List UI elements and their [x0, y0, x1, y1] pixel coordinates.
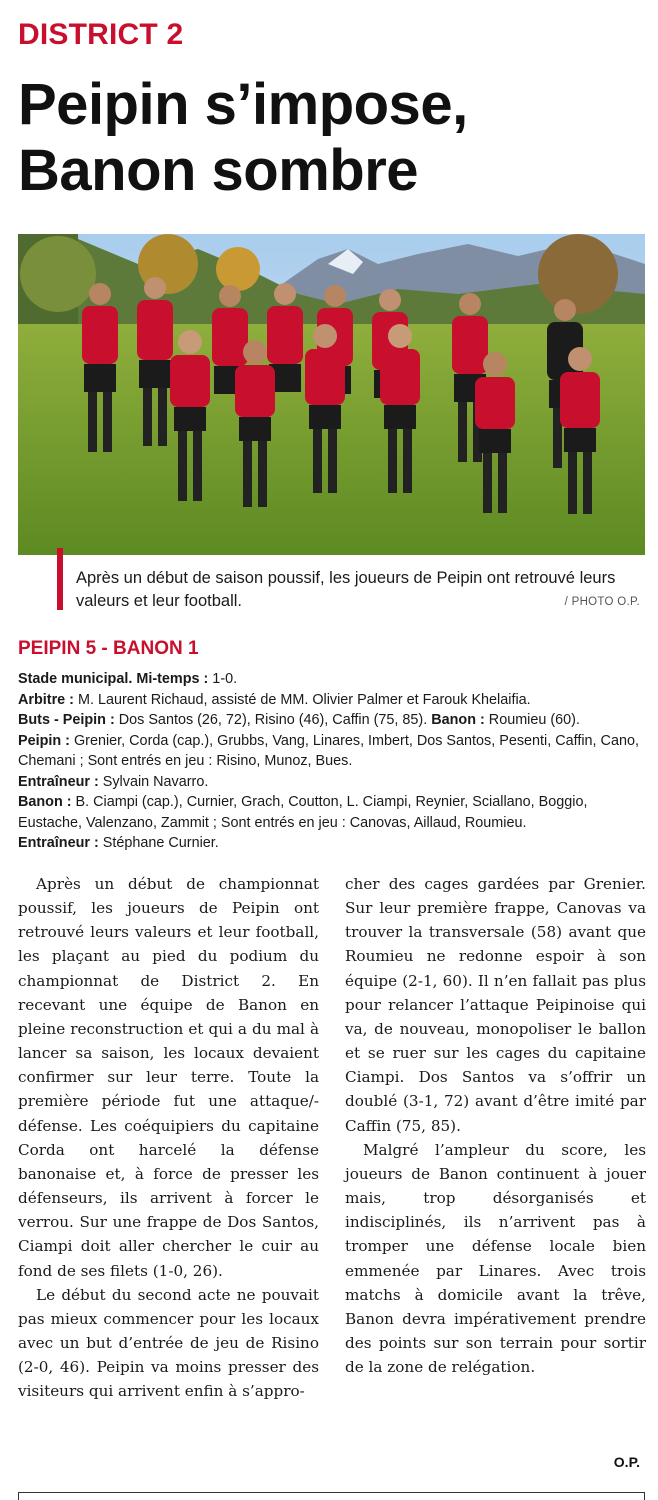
photo-caption: Après un début de saison poussif, les joueurs de Peipin ont retrouvé leurs valeurs et leur football. [76, 569, 616, 610]
fact-goals-peipin-label: Buts - Peipin : [18, 712, 115, 728]
fact-referee-value: M. Laurent Richaud, assisté de MM. Olivier Palmer et Farouk Khelaifia. [73, 691, 531, 708]
headline [18, 72, 638, 204]
fact-goals-banon-value: Roumieu (60). [484, 712, 580, 728]
team-photo-illustration [18, 234, 645, 555]
headline-line-1: Peipin s’impose, [18, 72, 468, 137]
fact-referee-label: Arbitre : [18, 691, 74, 708]
article-paragraph-2a: Le début du second acte ne pouvait pas mieux commencer pour les locaux avec un but d’entrée de jeu de Risino (2-0, 46). Peipin va moins presser des visiteurs qui arrivent enfin à s’appro- [18, 1285, 319, 1401]
fact-coach2-value: Stéphane Curnier. [98, 835, 219, 851]
author-signature: O.P. [613, 1454, 640, 1470]
caption-accent-bar [57, 548, 63, 610]
match-facts [18, 669, 643, 854]
fact-peipin-coach [18, 772, 643, 793]
fact-stadium-label: Stade municipal. Mi-temps : [18, 671, 209, 687]
fact-referee [18, 690, 643, 711]
fact-peipin-value: Grenier, Corda (cap.), Grubbs, Vang, Linares, Imbert, Dos Santos, Pesenti, Caffin, Cano, Chemani ; Sont entrés en jeu : Risino, Munoz, Bues. [18, 732, 639, 769]
fact-coach2-label: Entraîneur : [18, 835, 99, 851]
fact-goals [18, 710, 643, 731]
fact-banon-lineup [18, 792, 643, 833]
article-column-1 [18, 872, 319, 1403]
article-paragraph-3: Malgré l’ampleur du score, les joueurs de Banon continuent à jouer mais, trop désorganisés et indisciplinés, ils n’arrivent pas à tromper une défense locale bien emmenée par Linares. Avec trois matchs à domicile avant la trêve, Banon devra impérativement prendre des points sur son terrain pour sortir de la zone de relégation. [345, 1140, 646, 1377]
photo-credit: / PHOTO O.P. [564, 596, 640, 608]
fact-banon-label: Banon : [18, 794, 72, 810]
fact-goals-banon-label: Banon : [431, 712, 485, 728]
article-column-2 [345, 872, 646, 1379]
headline-line-2: Banon sombre [18, 138, 419, 203]
fact-coach1-value: Sylvain Navarro. [98, 773, 209, 790]
article-paragraph-2b: cher des cages gardées par Grenier. Sur leur première frappe, Canovas va trouver la transversale (58) avant que Roumieu ne redonne espoir à son équipe (2-1, 60). Il n’en fallait pas plus pour relancer l’attaque Peipinoise qui va, de nouveau, monopoliser le ballon et se ruer sur les cages du capitaine Ciampi. Dos Santos va s’offrir un doublé (3-1, 72) avant d’être imité par Caffin (75, 85). [345, 875, 646, 1135]
fact-stadium-value: 1-0. [208, 671, 238, 687]
score-line: PEIPIN 5 - BANON 1 [18, 638, 199, 659]
fact-stadium [18, 669, 643, 690]
fact-goals-peipin-value: Dos Santos (26, 72), Risino (46), Caffin (75, 85). [114, 712, 432, 728]
article-paragraph-1: Après un début de championnat poussif, les joueurs de Peipin ont retrouvé leurs valeurs et leur football, les plaçant au pied du podium du championnat de District 2. En recevant une équipe de Banon en pleine reconstruction et qui a du mal à lancer sa saison, les locaux devaient confirmer sur leur terre. Toute la première période fut une attaque/-défense. Les coéquipiers du capitaine Corda ont harcelé la défense banonaise et, à force de presser les défenseurs, ils arrivent à forcer le verrou. Sur une frappe de Dos Santos, Ciampi doit aller chercher le cuir au fond de ses filets (1-0, 26). [18, 875, 319, 1280]
fact-banon-value: B. Ciampi (cap.), Curnier, Grach, Coutton, L. Ciampi, Reynier, Sciallano, Boggio, Eustache, Valenzano, Zammit ; Sont entrés en jeu : Canovas, Aillaud, Roumieu. [18, 794, 588, 831]
fact-peipin-lineup [18, 731, 643, 772]
fact-banon-coach [18, 833, 643, 854]
bottom-rule [18, 1492, 645, 1500]
fact-coach1-label: Entraîneur : [18, 773, 99, 790]
section-kicker: DISTRICT 2 [18, 18, 184, 51]
team-photo [18, 234, 645, 555]
fact-peipin-label: Peipin : [18, 732, 70, 749]
